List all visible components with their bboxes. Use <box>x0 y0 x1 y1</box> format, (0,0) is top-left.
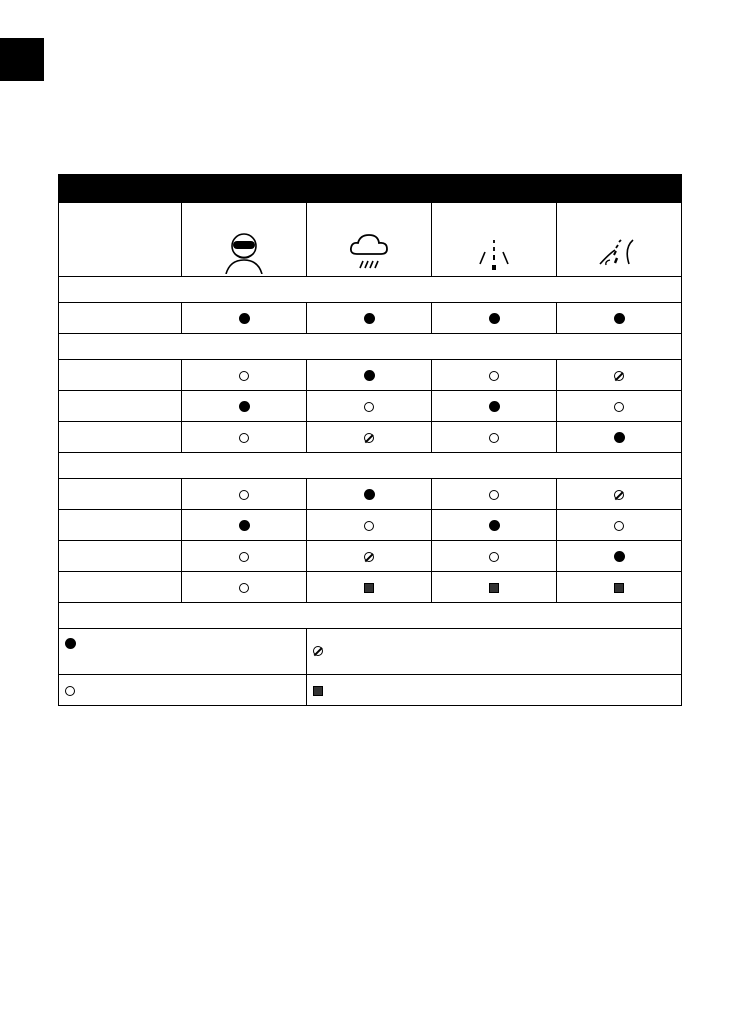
empty-rating-icon <box>489 490 499 500</box>
full-rating-icon <box>65 638 76 649</box>
table-row <box>59 479 682 510</box>
rating-cell <box>307 303 432 334</box>
rating-cell <box>182 510 307 541</box>
section-header <box>59 334 682 360</box>
full-rating-icon <box>364 370 375 381</box>
full-rating-icon <box>489 520 500 531</box>
rating-cell <box>432 422 557 453</box>
empty-rating-icon <box>239 433 249 443</box>
straight-road-icon <box>472 230 516 274</box>
legend-row <box>59 675 682 706</box>
rating-cell <box>182 541 307 572</box>
full-rating-icon <box>614 313 625 324</box>
table-row <box>59 360 682 391</box>
rating-cell <box>432 360 557 391</box>
condition-icon-row <box>59 203 682 277</box>
full-rating-icon <box>239 313 250 324</box>
rating-cell <box>182 360 307 391</box>
condition-curved-road <box>557 203 682 277</box>
empty-rating-icon <box>239 490 249 500</box>
rating-cell <box>557 510 682 541</box>
rating-cell <box>307 572 432 603</box>
full-rating-icon <box>489 401 500 412</box>
rating-cell <box>557 303 682 334</box>
rating-cell <box>557 479 682 510</box>
empty-rating-icon <box>239 552 249 562</box>
table-row <box>59 510 682 541</box>
rating-cell <box>557 572 682 603</box>
full-rating-icon <box>614 432 625 443</box>
row-label <box>59 572 182 603</box>
row-label <box>59 360 182 391</box>
rating-cell <box>307 391 432 422</box>
rating-cell <box>307 541 432 572</box>
full-rating-icon <box>489 313 500 324</box>
partial-rating-icon <box>364 433 374 443</box>
rating-cell <box>182 422 307 453</box>
na-rating-icon <box>614 583 624 593</box>
row-label <box>59 541 182 572</box>
partial-rating-icon <box>364 552 374 562</box>
legend-header <box>59 603 682 629</box>
row-label <box>59 479 182 510</box>
rain-cloud-icon <box>347 230 391 274</box>
condition-straight-road <box>432 203 557 277</box>
rating-cell <box>557 541 682 572</box>
row-label-header <box>59 203 182 277</box>
section-header <box>59 453 682 479</box>
section-label <box>59 334 682 360</box>
rating-cell <box>557 422 682 453</box>
suitability-matrix <box>58 174 682 706</box>
legend-item <box>307 675 682 706</box>
partial-rating-icon <box>614 371 624 381</box>
curved-road-icon <box>597 230 641 274</box>
empty-rating-icon <box>614 521 624 531</box>
table-row <box>59 391 682 422</box>
full-rating-icon <box>239 520 250 531</box>
row-label <box>59 391 182 422</box>
full-rating-icon <box>239 401 250 412</box>
rating-cell <box>432 479 557 510</box>
table-row <box>59 422 682 453</box>
legend-item <box>307 629 682 675</box>
table-row <box>59 541 682 572</box>
na-rating-icon <box>489 583 499 593</box>
table-header-bar <box>59 175 682 203</box>
rating-cell <box>182 303 307 334</box>
rating-cell <box>557 391 682 422</box>
na-rating-icon <box>364 583 374 593</box>
rating-cell <box>307 422 432 453</box>
empty-rating-icon <box>489 371 499 381</box>
rating-cell <box>432 572 557 603</box>
row-label <box>59 303 182 334</box>
condition-helmet <box>182 203 307 277</box>
legend-item <box>59 675 307 706</box>
legend-row <box>59 629 682 675</box>
full-rating-icon <box>614 551 625 562</box>
rating-cell <box>307 360 432 391</box>
full-rating-icon <box>364 313 375 324</box>
rating-cell <box>432 510 557 541</box>
legend-item <box>59 629 307 675</box>
empty-rating-icon <box>364 402 374 412</box>
table-row <box>59 303 682 334</box>
full-rating-icon <box>364 489 375 500</box>
rating-cell <box>182 479 307 510</box>
empty-rating-icon <box>489 433 499 443</box>
empty-rating-icon <box>364 521 374 531</box>
legend-title <box>59 603 682 629</box>
rating-cell <box>432 541 557 572</box>
empty-rating-icon <box>65 686 75 696</box>
section-label <box>59 453 682 479</box>
empty-rating-icon <box>489 552 499 562</box>
rating-cell <box>307 479 432 510</box>
partial-rating-icon <box>614 490 624 500</box>
row-label <box>59 422 182 453</box>
table-row <box>59 572 682 603</box>
empty-rating-icon <box>239 371 249 381</box>
condition-rain <box>307 203 432 277</box>
rating-cell <box>182 572 307 603</box>
empty-rating-icon <box>614 402 624 412</box>
rating-cell <box>432 303 557 334</box>
rating-cell <box>182 391 307 422</box>
section-label <box>59 277 682 303</box>
empty-rating-icon <box>239 583 249 593</box>
chapter-tab-marker <box>0 38 44 81</box>
na-rating-icon <box>313 686 323 696</box>
section-header <box>59 277 682 303</box>
rating-cell <box>432 391 557 422</box>
partial-rating-icon <box>313 646 323 656</box>
row-label <box>59 510 182 541</box>
helmet-icon <box>222 230 266 274</box>
rating-cell <box>307 510 432 541</box>
rating-cell <box>557 360 682 391</box>
